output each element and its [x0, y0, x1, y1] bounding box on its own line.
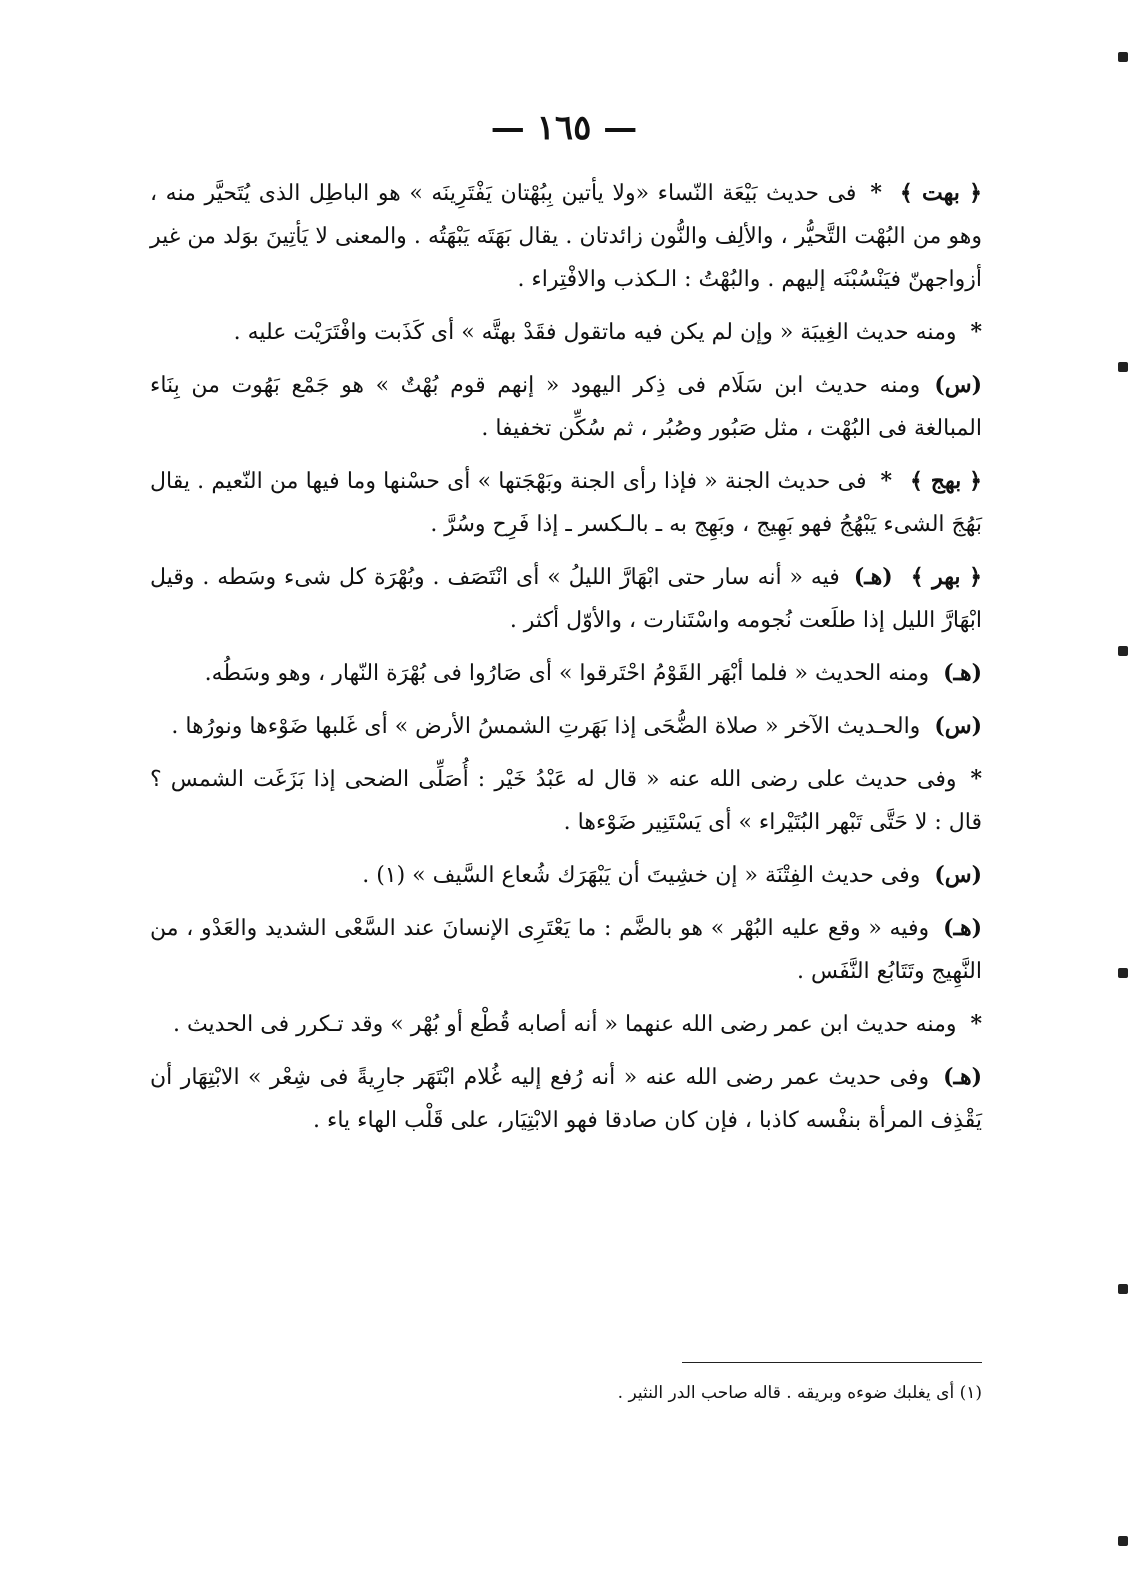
paragraph-text: ومنه حديث ابن عمر رضى الله عنهما « أنه أصابه قُطْع أو بُهْر » وقد تـكرر فى الحديث . [172, 1012, 957, 1037]
paragraph-marker: * [880, 468, 892, 494]
page-number: — ١٦٥ — [490, 108, 638, 148]
paragraph-text: وفى حديث الفِتْنَة « إن خشِيتَ أن يَبْهَرَك شُعاع السَّيف » (١) . [362, 863, 921, 888]
paragraph-marker: (هـ) [943, 660, 982, 686]
scan-edge-mark [1118, 968, 1128, 978]
text-body [150, 172, 982, 1152]
entry-heading: ﴿ بهت ﴾ [899, 180, 982, 206]
paragraph-text: وفيه « وقع عليه البُهْر » هو بالضَّم : ما يَعْتَرِى الإنسانَ عند السَّعْى الشديد والعَدْو ، من النَّهِيج وتَتَابُع النَّفَس . [150, 916, 982, 984]
footnote-divider [682, 1362, 982, 1363]
paragraph-text: والحـديث الآخر « صلاة الضُّحَى إذا بَهَرتِ الشمسُ الأرض » أى غَلبها ضَوْءها ونورُها . [171, 714, 921, 739]
footnote: (١) أى يغلبك ضوءه وبريقه . قاله صاحب الدر النثير . [617, 1383, 982, 1403]
scan-edge-mark [1118, 646, 1128, 656]
paragraph [150, 758, 982, 844]
scan-edge-mark [1118, 52, 1128, 62]
paragraph-marker: * [870, 180, 882, 206]
paragraph [150, 556, 982, 642]
paragraph-marker: * [970, 1011, 982, 1037]
paragraph [150, 311, 982, 354]
paragraph-text: ومنه الحديث « فلما أبْهَر القَوْمُ احْتَرقوا » أى صَارُوا فى بُهْرَة النّهار ، وهو وسَطُه. [204, 661, 930, 686]
paragraph-text: فى حديث الجنة « فإذا رأى الجنة وبَهْجَتها » أى حسْنها وما فيها من النّعيم . يقال بَهُجَ الشىء يَبْهُجُ فهو بَهِيج ، وبَهِج به ـ بالـكسر ـ إذا فَرِح وسُرَّ . [150, 469, 982, 537]
paragraph-marker: * [970, 766, 982, 792]
paragraph [150, 460, 982, 546]
paragraph-text: وفى حديث عمر رضى الله عنه « أنه رُفع إليه غُلام ابْتَهَر جارِيةً فى شِعْر » الابْتِهَار أن يَقْذِف المرأة بنفْسه كاذبا ، فإن كان صادقا فهو الابْتِيَار، على قَلْب الهاء ياء . [150, 1065, 982, 1133]
paragraph [150, 1056, 982, 1142]
paragraph-marker: (هـ) [943, 1064, 982, 1090]
paragraph-marker: (س) [934, 713, 982, 739]
paragraph [150, 705, 982, 748]
paragraph-text: فى حديث بَيْعَة النّساء «ولا يأتين بِبُهْتان يَفْتَرِينَه » هو الباطِل الذى يُتَحيَّر منه ، وهو من البُهْت التَّحيُّر ، والألِف والنُّون زائدتان . يقال بَهَتَه يَبْهَتُه . والمعنى لا يَأتِينَ بوَلد من غير أزواجهنّ فيَنْسُبْنَه إليهم . والبُهْتُ : الـكذب والافْتِراء . [150, 181, 982, 292]
paragraph-text: ومنه حديث الغِيبَة « وإن لم يكن فيه ماتقول فقَدْ بهتَّه » أى كَذَبت وافْتَرَيْت عليه . [233, 320, 957, 345]
paragraph-text: وفى حديث على رضى الله عنه « قال له عَبْدُ خَيْر : أُصَلِّى الضحى إذا بَزَغَت الشمس ؟ قال : لا حَتَّى تَبْهر البُتَيْراء » أى يَسْتَنِير ضَوْءها . [150, 767, 982, 835]
paragraph-marker: (س) [934, 862, 982, 888]
entry-heading: ﴿ بهر ﴾ [910, 564, 982, 590]
scan-edge-mark [1118, 1284, 1128, 1294]
paragraph-text: ومنه حديث ابن سَلَام فى ذِكر اليهود « إنهم قوم بُهْتٌ » هو جَمْع بَهُوت من بِنَاء المبالغة فى البُهْت ، مثل صَبُور وصُبُر ، ثم سُكِّن تخفيفا . [150, 373, 982, 441]
paragraph [150, 907, 982, 993]
paragraph [150, 172, 982, 301]
entry-heading: ﴿ بهج ﴾ [910, 468, 982, 494]
paragraph [150, 364, 982, 450]
paragraph [150, 854, 982, 897]
paragraph-marker: * [970, 319, 982, 345]
paragraph-text: فيه « أنه سار حتى ابْهَارَّ الليلُ » أى انْتَصَف . وبُهْرَة كل شىء وسَطه . وقيل ابْهَارَّ الليل إذا طلَعت نُجومه واسْتَنارت ، والأوّل أكثر . [150, 565, 982, 633]
scan-edge-mark [1118, 362, 1128, 372]
paragraph [150, 652, 982, 695]
paragraph [150, 1003, 982, 1046]
paragraph-marker: (س) [934, 372, 982, 398]
paragraph-marker: (هـ) [943, 915, 982, 941]
paragraph-marker: (هـ) [853, 564, 893, 590]
scan-edge-mark [1118, 1536, 1128, 1546]
